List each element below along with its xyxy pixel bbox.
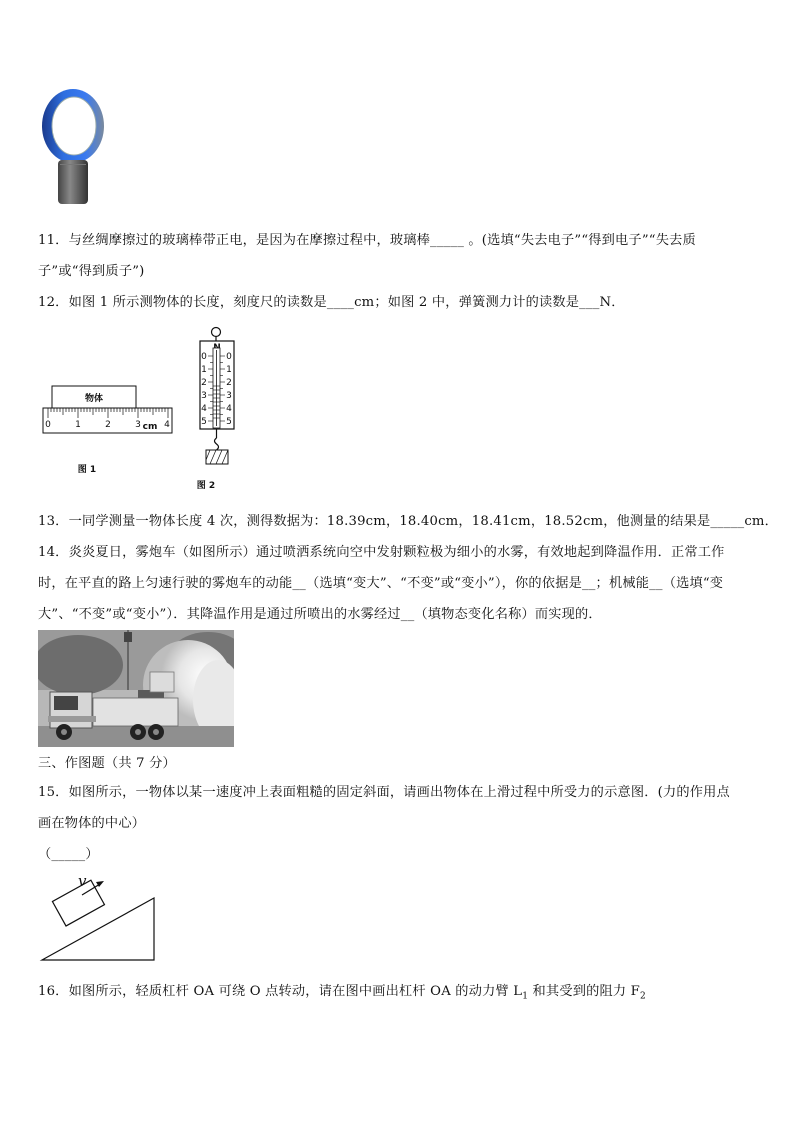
figure-1-ruler: [40, 380, 180, 480]
subscript-1: 1: [522, 991, 529, 1002]
scale-right-tick-3: 3: [226, 391, 232, 401]
question-15-answer-blank: （_____）: [38, 847, 99, 862]
scale-right-tick-0: 0: [226, 352, 232, 362]
question-14-line-3: 大”、“不变”或“变小”）．其降温作用是通过所喷出的水雾经过__（填物态变化名称）而实现的．: [38, 607, 602, 622]
figure-1-caption: 图 1: [77, 465, 97, 475]
question-16-line-1: [38, 980, 646, 1002]
scale-left-tick-2: 2: [201, 378, 207, 388]
scale-left-tick-3: 3: [201, 391, 207, 401]
question-15-line-1: 15．如图所示，一物体以某一速度冲上表面粗糙的固定斜面，请画出物体在上滑过程中所受力的示意图．(力的作用点: [38, 785, 730, 800]
ruler-tick-1: 1: [75, 420, 81, 430]
question-11-line-1: 11．与丝绸摩擦过的玻璃棒带正电，是因为在摩擦过程中，玻璃棒_____ 。(选填“失去电子”“得到电子”“失去质: [38, 233, 696, 248]
question-16-text-b: 和其受到的阻力 F: [528, 984, 641, 999]
question-16-text-a: 16．如图所示，轻质杠杆 OA 可绕 O 点转动，请在图中画出杠杆 OA 的动力臂 L: [38, 984, 523, 999]
ruler-tick-2: 2: [105, 420, 111, 430]
velocity-label: v: [78, 872, 87, 890]
scale-left-tick-0: 0: [201, 352, 207, 362]
scale-left-tick-4: 4: [201, 404, 207, 414]
bladeless-fan-image: [38, 86, 108, 208]
question-14-line-1: 14．炎炎夏日，雾炮车（如图所示）通过喷洒系统向空中发射颗粒极为细小的水雾，有效地起到降温作用．正常工作: [38, 545, 725, 560]
scale-left-tick-5: 5: [201, 417, 207, 427]
scale-left-tick-1: 1: [201, 365, 207, 375]
question-15-line-2: 画在物体的中心）: [38, 816, 146, 831]
question-12-line-1: 12．如图 1 所示测物体的长度，刻度尺的读数是____cm；如图 2 中，弹簧测力计的读数是___N．: [38, 295, 625, 310]
ruler-tick-0: 0: [45, 420, 51, 430]
scale-right-tick-4: 4: [226, 404, 232, 414]
figure-2-spring-scale: [192, 326, 242, 494]
scale-right-tick-1: 1: [226, 365, 232, 375]
figure-2-caption: 图 2: [196, 481, 216, 491]
object-label: 物体: [84, 394, 104, 404]
ruler-unit: cm: [142, 422, 158, 432]
ruler-tick-4: 4: [164, 420, 170, 430]
question-11-line-2: 子”或“得到质子”): [38, 264, 145, 279]
subscript-2: 2: [640, 991, 646, 1002]
question-13-line-1: 13．一同学测量一物体长度 4 次，测得数据为：18.39cm，18.40cm，18.41cm，18.52cm，他测量的结果是_____cm．: [38, 514, 778, 529]
ruler-tick-3: 3: [135, 420, 141, 430]
question-14-line-2: 时，在平直的路上匀速行驶的雾炮车的动能__（选填“变大”、“不变”或“变小”），你的依据是__；机械能__（选填“变: [38, 576, 724, 591]
scale-right-tick-2: 2: [226, 378, 232, 388]
fog-cannon-truck-photo: [38, 630, 234, 747]
scale-right-tick-5: 5: [226, 417, 232, 427]
section-3-title: 三、作图题（共 7 分）: [38, 756, 176, 771]
inclined-plane-figure: [38, 868, 158, 964]
